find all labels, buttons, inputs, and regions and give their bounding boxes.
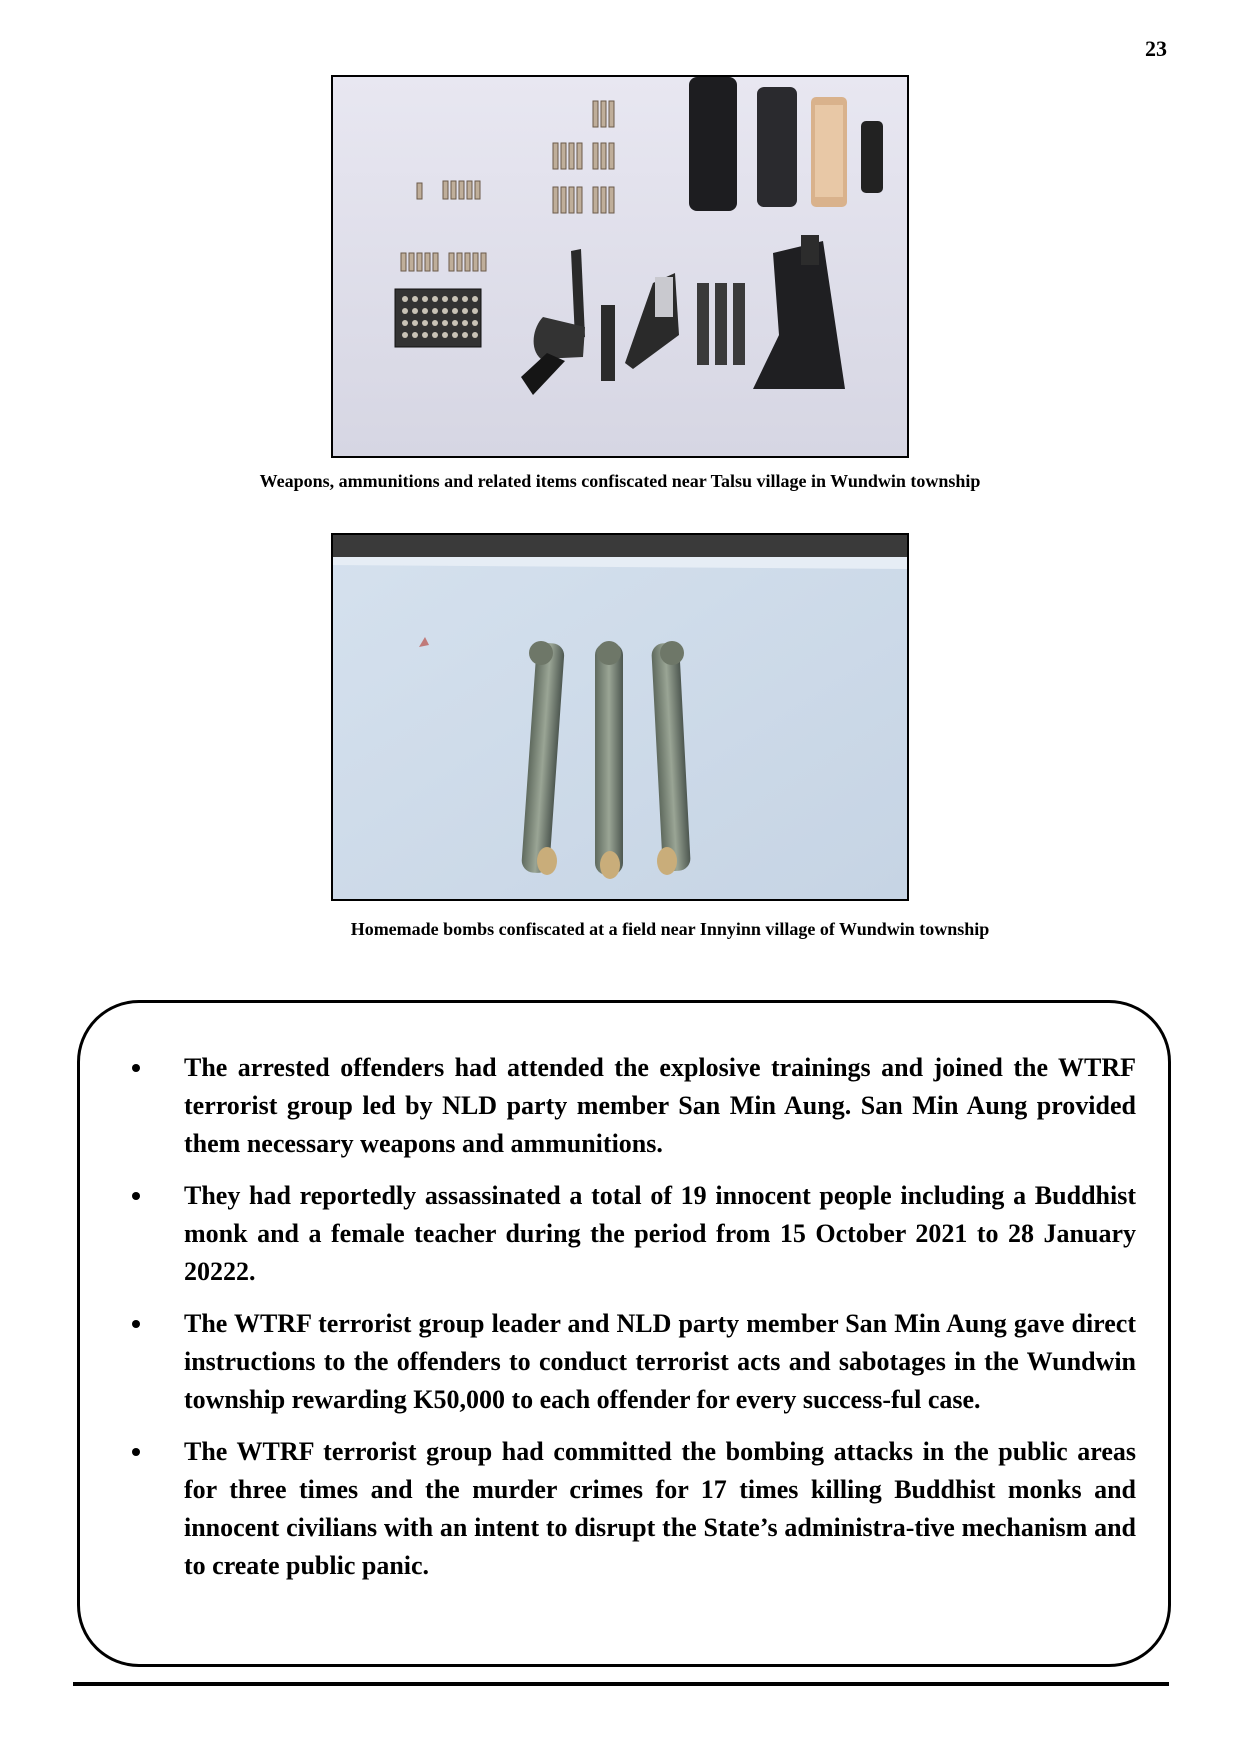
figure-caption-bombs: Homemade bombs confiscated at a field near Innyinn village of Wundwin township: [350, 919, 990, 939]
bullet-icon: [132, 1448, 140, 1456]
summary-item: [125, 1433, 1136, 1585]
bombs-illustration: [333, 535, 907, 899]
summary-item-text: The WTRF terrorist group had committed the bombing attacks in the public areas for three times and the murder crimes for 17 times killing Buddhist monks and innocent civilians with an intent to disrupt the State’s administra-tive mechanism and to create public panic.: [184, 1437, 1136, 1580]
summary-item: [125, 1305, 1136, 1419]
summary-item-text: The arrested offenders had attended the explosive trainings and joined the WTRF terrorist group led by NLD party member San Min Aung. San Min Aung provided them necessary weapons and ammunitions.: [184, 1053, 1136, 1158]
weapons-illustration: [333, 77, 907, 456]
bullet-icon: [132, 1192, 140, 1200]
footer-rule: [73, 1682, 1169, 1686]
bullet-icon: [132, 1320, 140, 1328]
bullet-icon: [132, 1064, 140, 1072]
figure-caption-weapons: Weapons, ammunitions and related items confiscated near Talsu village in Wundwin township: [259, 471, 981, 491]
summary-item-text: The WTRF terrorist group leader and NLD party member San Min Aung gave direct instructions to the offenders to conduct terrorist acts and sabotages in the Wundwin township rewarding K50,000 to each offender for every success-ful case.: [184, 1309, 1136, 1414]
summary-item: [125, 1049, 1136, 1163]
page-number: 23: [1145, 36, 1167, 61]
summary-list: [125, 1049, 1136, 1599]
summary-item: [125, 1177, 1136, 1291]
summary-item-text: They had reportedly assassinated a total of 19 innocent people including a Buddhist monk and a female teacher during the period from 15 October 2021 to 28 January 20222.: [184, 1181, 1136, 1286]
bomb-tubes: [521, 641, 691, 879]
confiscated-weapons-photo: [331, 75, 909, 458]
homemade-bombs-photo: [331, 533, 909, 901]
summary-box: [77, 1000, 1171, 1667]
